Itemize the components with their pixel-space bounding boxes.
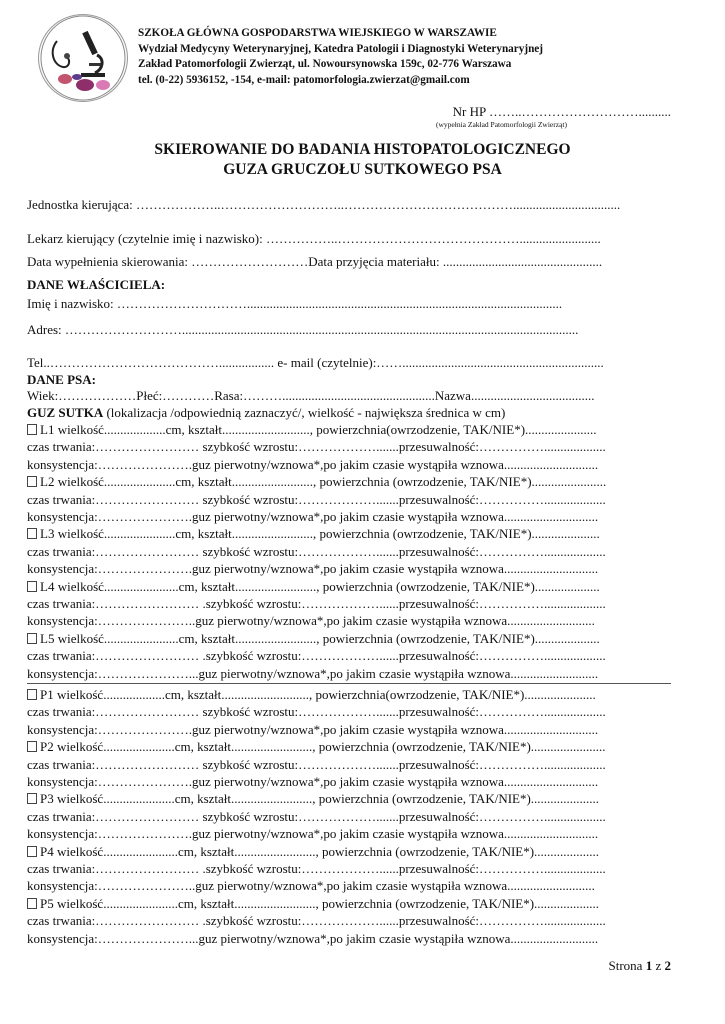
tumor-p2-row3-text: konsystencja:………………….guz pierwotny/wznowa*,po jakim czasie wystąpiła wznowa............................. (27, 774, 599, 789)
tumor-section-heading (27, 404, 671, 421)
tumor-l4-row2[interactable] (27, 595, 671, 612)
nr-hp-field[interactable]: Nr HP ……..……………………….......... (452, 104, 671, 119)
owner-name-field[interactable]: Imię i nazwisko: …………………………................................................................................................. (27, 296, 563, 311)
tumor-p2-row2-text: czas trwania:…………………… szybkość wzrostu:……………….......przesuwalność:……………................... (27, 756, 606, 772)
tumor-p5-row1-text: P5 wielkość.......................cm, kształt........................., powierzchnia (owrzodzenie, TAK/NIE*).................... (40, 895, 600, 911)
tumor-p4-checkbox[interactable] (27, 846, 37, 857)
tumor-p4-row2-text: czas trwania:…………………… .szybkość wzrostu:………………......przesuwalność:……………................... (27, 861, 606, 876)
tumor-l1-checkbox[interactable] (27, 424, 37, 435)
date-field[interactable]: Data wypełnienia skierowania: ………………………Data przyjęcia materiału: ................................................. (27, 254, 603, 269)
tumor-p2-row1-text: P2 wielkość......................cm, kształt........................., powierzchnia (owrzodzenie, TAK/NIE*)....................... (40, 739, 606, 755)
tumor-p3-checkbox[interactable] (27, 793, 37, 804)
left-right-divider (27, 683, 671, 684)
form-title-line2: GUZA GRUCZOŁU SUTKOWEGO PSA (223, 161, 502, 178)
tumor-l4-row1[interactable] (27, 578, 671, 595)
tumor-l2-row1-text: L2 wielkość......................cm, kształt........................., powierzchnia (owrzodzenie, TAK/NIE*)....................... (40, 474, 607, 490)
institution-logo (38, 14, 128, 102)
tumor-l4-row3-text: konsystencja:…………………..guz pierwotny/wznowa*,po jakim czasie wystąpiła wznowa........................... (27, 613, 595, 629)
tumor-l1-row1-text: L1 wielkość...................cm, kształt..........................., powierzchnia(owrzodzenie, TAK/NIE*)...................... (40, 422, 597, 437)
tumor-p2-checkbox[interactable] (27, 741, 37, 752)
school-name: SZKOŁA GŁÓWNA GOSPODARSTWA WIEJSKIEGO W WARSZAWIE (138, 27, 497, 39)
tumor-l5-row3[interactable] (27, 665, 671, 682)
owner-address-field[interactable]: Adres: ……………………….......................................................................................................................... (27, 322, 579, 337)
tumor-l2-row2-text: czas trwania:…………………… szybkość wzrostu:……………….......przesuwalność:……………................... (27, 491, 606, 507)
tumor-p4-row2[interactable] (27, 860, 671, 877)
tumor-p1-row2-text: czas trwania:…………………… szybkość wzrostu:……………….......przesuwalność:……………................... (27, 704, 606, 720)
tumor-p2-row3[interactable] (27, 773, 671, 790)
tumor-l5-row2[interactable] (27, 647, 671, 664)
tumor-p1-row1[interactable] (27, 686, 671, 703)
tumor-l4-checkbox[interactable] (27, 581, 37, 592)
contact-info: tel. (0-22) 5936152, -154, e-mail: patomorfologia.zwierzat@gmail.com (138, 73, 470, 86)
tumor-p1-checkbox[interactable] (27, 689, 37, 700)
page-number: Strona 1 z 2 (608, 958, 671, 973)
tumor-l4-row1-text: L4 wielkość.......................cm, kształt........................., powierzchnia (owrzodzenie, TAK/NIE*).................... (40, 578, 600, 594)
tumor-p3-row2[interactable] (27, 808, 671, 825)
tumor-p3-row3[interactable] (27, 825, 671, 842)
phone-email-field[interactable]: Tel..…………………………………................. e- mail (czytelnie):…….............................................................. (27, 355, 604, 370)
unit-address: Zakład Patomorfologii Zwierząt, ul. Nowoursynowska 159c, 02-776 Warszawa (138, 58, 512, 70)
tumor-l3-row1-text: L3 wielkość......................cm, kształt........................., powierzchnia (owrzodzenie, TAK/NIE*)..................... (40, 526, 600, 542)
tumor-l2-row1[interactable] (27, 473, 671, 490)
tumor-l5-row3-text: konsystencja:…………………...guz pierwotny/wznowa*,po jakim czasie wystąpiła wznowa........................... (27, 665, 599, 681)
tumor-l3-row1[interactable] (27, 525, 671, 542)
tumor-l5-row2-text: czas trwania:…………………… .szybkość wzrostu:………………......przesuwalność:……………................... (27, 648, 606, 664)
tumor-p1-row3-text: konsystencja:………………….guz pierwotny/wznowa*,po jakim czasie wystąpiła wznowa............................. (27, 721, 599, 737)
tumor-p4-row3[interactable] (27, 877, 671, 894)
tumor-l1-row2[interactable] (27, 438, 671, 455)
tumor-l1-row3[interactable] (27, 456, 671, 473)
tumor-l1-row3-text: konsystencja:………………….guz pierwotny/wznowa*,po jakim czasie wystąpiła wznowa............................. (27, 456, 599, 472)
institution-header (138, 26, 543, 88)
tumor-p4-row3-text: konsystencja:…………………..guz pierwotny/wznowa*,po jakim czasie wystąpiła wznowa........................... (27, 878, 595, 894)
tumor-p5-row2-text: czas trwania:…………………… .szybkość wzrostu:………………......przesuwalność:……………................... (27, 913, 606, 929)
tumor-l2-row3-text: konsystencja:………………….guz pierwotny/wznowa*,po jakim czasie wystąpiła wznowa............................. (27, 509, 599, 524)
tumor-p1-row1-text: P1 wielkość...................cm, kształt..........................., powierzchnia(owrzodzenie, TAK/NIE*)...................... (40, 687, 596, 702)
tumor-l3-row3-text: konsystencja:………………….guz pierwotny/wznowa*,po jakim czasie wystąpiła wznowa............................. (27, 561, 599, 577)
tumor-l4-row2-text: czas trwania:…………………… .szybkość wzrostu:………………......przesuwalność:……………................... (27, 596, 606, 611)
tumor-p2-row1[interactable] (27, 738, 671, 755)
tumor-l5-row1-text: L5 wielkość.......................cm, kształt........................., powierzchnia (owrzodzenie, TAK/NIE*).................... (40, 630, 600, 646)
tumor-p1-row3[interactable] (27, 721, 671, 738)
form-title-line1: SKIEROWANIE DO BADANIA HISTOPATOLOGICZNEGO (154, 141, 571, 158)
tumor-l5-checkbox[interactable] (27, 633, 37, 644)
referring-vet-field[interactable]: Lekarz kierujący (czytelnie imię i nazwisko): ……………..……………………………………......................... (27, 231, 601, 246)
tumor-p4-row1-text: P4 wielkość.......................cm, kształt........................., powierzchnia (owrzodzenie, TAK/NIE*).................... (40, 843, 600, 859)
tumor-heading-bold: GUZ SUTKA (27, 405, 104, 420)
tumor-l3-row2-text: czas trwania:…………………… szybkość wzrostu:……………….......przesuwalność:……………................... (27, 543, 606, 559)
tumor-l1-row1[interactable] (27, 421, 671, 438)
tumor-p5-row3-text: konsystencja:…………………...guz pierwotny/wznowa*,po jakim czasie wystąpiła wznowa........................... (27, 930, 599, 946)
owner-heading: DANE WŁAŚCICIELA: (27, 277, 166, 292)
tumor-heading-desc: (lokalizacja /odpowiednią zaznaczyć/, wielkość - największa średnica w cm) (103, 405, 506, 420)
tumor-p3-row1[interactable] (27, 790, 671, 807)
tumor-l3-checkbox[interactable] (27, 528, 37, 539)
tumor-l3-row3[interactable] (27, 560, 671, 577)
tumor-p1-row2[interactable] (27, 703, 671, 720)
tumor-p5-checkbox[interactable] (27, 898, 37, 909)
tumor-l1-row2-text: czas trwania:…………………… szybkość wzrostu:……………….......przesuwalność:……………................... (27, 439, 606, 455)
tumor-l2-checkbox[interactable] (27, 476, 37, 487)
faculty-name: Wydział Medycyny Weterynaryjnej, Katedra Patologii i Diagnostyki Weterynaryjnej (138, 42, 543, 55)
tumor-p5-row3[interactable] (27, 930, 671, 947)
tumor-p5-row2[interactable] (27, 912, 671, 929)
tumor-l3-row2[interactable] (27, 543, 671, 560)
tumor-p5-row1[interactable] (27, 895, 671, 912)
tumor-p3-row1-text: P3 wielkość......................cm, kształt........................., powierzchnia (owrzodzenie, TAK/NIE*)..................... (40, 791, 600, 807)
tumor-p4-row1[interactable] (27, 843, 671, 860)
dog-heading: DANE PSA: (27, 372, 96, 387)
tumor-l2-row2[interactable] (27, 491, 671, 508)
tumor-l4-row3[interactable] (27, 612, 671, 629)
tumor-l2-row3[interactable] (27, 508, 671, 525)
tumor-p3-row2-text: czas trwania:…………………… szybkość wzrostu:……………….......przesuwalność:……………................... (27, 808, 606, 824)
dog-details-field[interactable]: Wiek:………………Płeć:…………Rasa:………...............................................Nazwa...................................... (27, 388, 595, 403)
nr-hp-note: (wypełnia Zakład Patomorfologii Zwierząt) (436, 120, 567, 129)
referring-unit-field[interactable]: Jednostka kierująca: ………………..………………………..…………………………………................................. (27, 197, 621, 212)
tumor-l5-row1[interactable] (27, 630, 671, 647)
tumor-p3-row3-text: konsystencja:………………….guz pierwotny/wznowa*,po jakim czasie wystąpiła wznowa............................. (27, 826, 599, 842)
tumor-p2-row2[interactable] (27, 756, 671, 773)
